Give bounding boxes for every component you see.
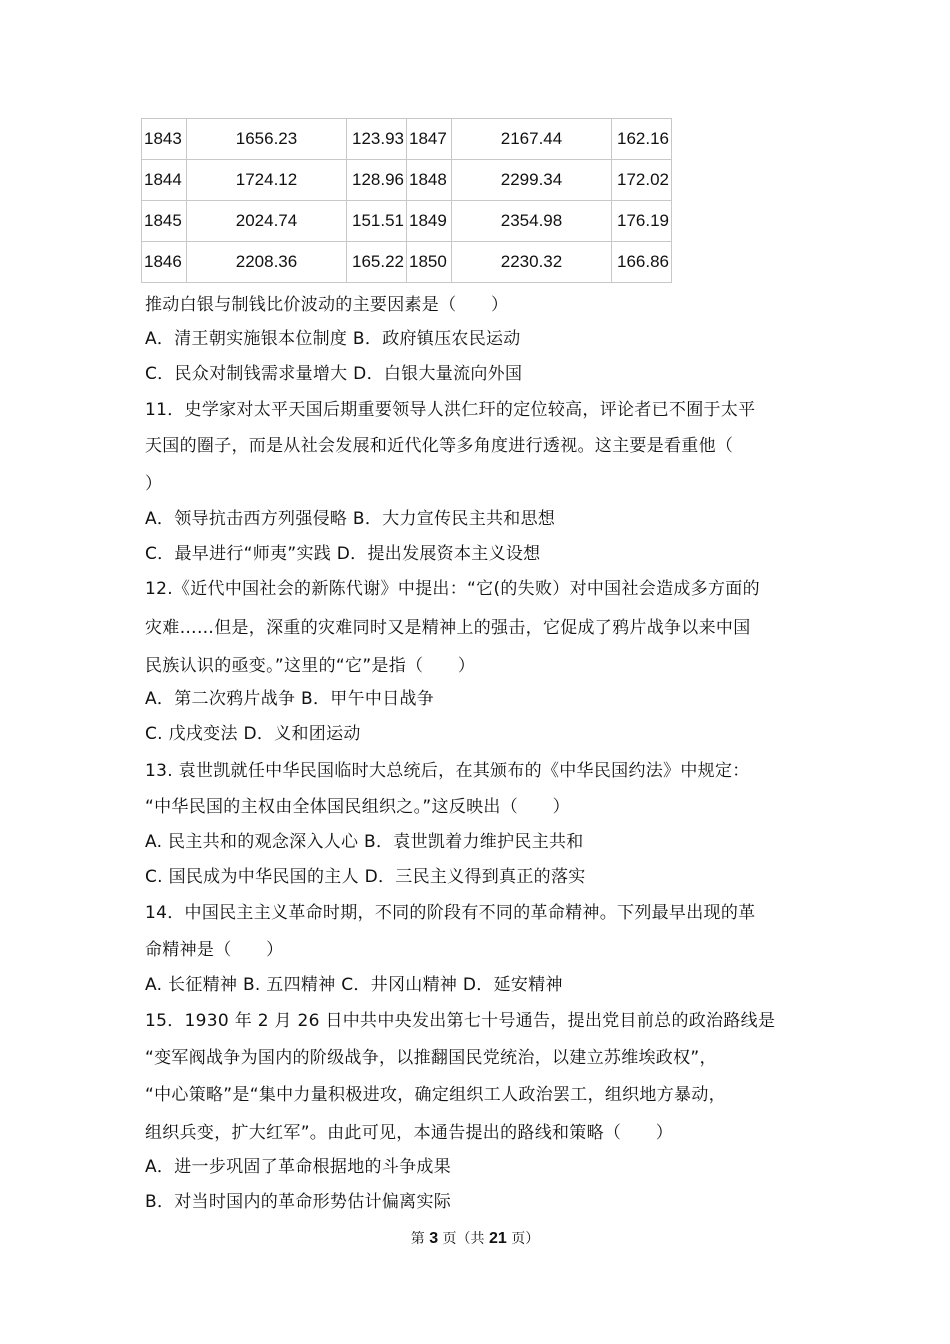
footer-total-pages: 21 bbox=[489, 1230, 507, 1247]
text-line: “变军阀战争为国内的阶级战争，以推翻国民党统治，以建立苏维埃政权”， bbox=[145, 1048, 717, 1068]
year-cell: 1847 bbox=[407, 119, 452, 160]
text-line: 民族认识的亟变。”这里的“它”是指（ ） bbox=[145, 656, 476, 676]
text-line: “中华民国的主权由全体国民组织之。”这反映出（ ） bbox=[145, 797, 570, 817]
year-cell: 1843 bbox=[142, 119, 187, 160]
ratio-cell: 172.02 bbox=[612, 160, 672, 201]
text-line: 命精神是（ ） bbox=[145, 940, 284, 960]
text-line: 15．1930 年 2 月 26 日中共中央发出第七十号通告，提出党目前总的政治路线是 bbox=[145, 1011, 776, 1031]
page-footer bbox=[0, 1228, 950, 1248]
value-cell: 2208.36 bbox=[187, 242, 347, 283]
text-line: 14．中国民主主义革命时期，不同的阶段有不同的革命精神。下列最早出现的革 bbox=[145, 903, 756, 923]
table-row bbox=[142, 160, 672, 201]
footer-suffix: 页） bbox=[511, 1231, 540, 1247]
text-line: C. 国民成为中华民国的主人 D．三民主义得到真正的落实 bbox=[145, 867, 586, 887]
text-line: 13. 袁世凯就任中华民国临时大总统后，在其颁布的《中华民国约法》中规定： bbox=[145, 761, 750, 781]
year-cell: 1850 bbox=[407, 242, 452, 283]
text-line: C．民众对制钱需求量增大 D．白银大量流向外国 bbox=[145, 364, 523, 384]
year-cell: 1846 bbox=[142, 242, 187, 283]
text-line: A．领导抗击西方列强侵略 B．大力宣传民主共和思想 bbox=[145, 509, 556, 529]
value-cell: 2024.74 bbox=[187, 201, 347, 242]
ratio-cell: 166.86 bbox=[612, 242, 672, 283]
ratio-cell: 165.22 bbox=[347, 242, 407, 283]
footer-middle: 页（共 bbox=[442, 1231, 485, 1247]
table-row bbox=[142, 201, 672, 242]
table-body bbox=[142, 119, 672, 283]
text-line: A．进一步巩固了革命根据地的斗争成果 bbox=[145, 1157, 452, 1177]
text-line: ） bbox=[145, 474, 163, 494]
year-cell: 1848 bbox=[407, 160, 452, 201]
text-line: 组织兵变，扩大红军”。由此可见，本通告提出的路线和策略（ ） bbox=[145, 1123, 674, 1143]
silver-copper-price-table bbox=[141, 118, 672, 283]
ratio-cell: 162.16 bbox=[612, 119, 672, 160]
year-cell: 1845 bbox=[142, 201, 187, 242]
ratio-cell: 123.93 bbox=[347, 119, 407, 160]
footer-prefix: 第 bbox=[410, 1231, 425, 1247]
text-line: A. 长征精神 B. 五四精神 C．井冈山精神 D．延安精神 bbox=[145, 975, 563, 995]
value-cell: 1724.12 bbox=[187, 160, 347, 201]
year-cell: 1849 bbox=[407, 201, 452, 242]
footer-page-number: 3 bbox=[429, 1230, 439, 1247]
text-line: C．最早进行“师夷”实践 D．提出发展资本主义设想 bbox=[145, 544, 541, 564]
ratio-cell: 128.96 bbox=[347, 160, 407, 201]
year-cell: 1844 bbox=[142, 160, 187, 201]
value-cell: 1656.23 bbox=[187, 119, 347, 160]
text-line: 12.《近代中国社会的新陈代谢》中提出：“它(的失败）对中国社会造成多方面的 bbox=[145, 579, 760, 599]
value-cell: 2299.34 bbox=[452, 160, 612, 201]
value-cell: 2230.32 bbox=[452, 242, 612, 283]
ratio-cell: 176.19 bbox=[612, 201, 672, 242]
table-row bbox=[142, 119, 672, 160]
text-line: 灾难……但是，深重的灾难同时又是精神上的强击，它促成了鸦片战争以来中国 bbox=[145, 618, 751, 638]
value-cell: 2167.44 bbox=[452, 119, 612, 160]
text-line: A．第二次鸦片战争 B．甲午中日战争 bbox=[145, 689, 435, 709]
text-line: B．对当时国内的革命形势估计偏离实际 bbox=[145, 1192, 452, 1212]
value-cell: 2354.98 bbox=[452, 201, 612, 242]
text-line: C. 戊戌变法 D．义和团运动 bbox=[145, 724, 361, 744]
table-row bbox=[142, 242, 672, 283]
text-line: “中心策略”是“集中力量积极进攻，确定组织工人政治罢工，组织地方暴动， bbox=[145, 1085, 726, 1105]
text-line: 天国的圈子，而是从社会发展和近代化等多角度进行透视。这主要是看重他（ bbox=[145, 436, 734, 456]
text-line: A. 民主共和的观念深入人心 B．袁世凯着力维护民主共和 bbox=[145, 832, 584, 852]
ratio-cell: 151.51 bbox=[347, 201, 407, 242]
text-line: 推动白银与制钱比价波动的主要因素是（ ） bbox=[145, 295, 509, 315]
text-line: 11．史学家对太平天国后期重要领导人洪仁玕的定位较高，评论者已不囿于太平 bbox=[145, 400, 756, 420]
text-line: A．清王朝实施银本位制度 B．政府镇压农民运动 bbox=[145, 329, 521, 349]
